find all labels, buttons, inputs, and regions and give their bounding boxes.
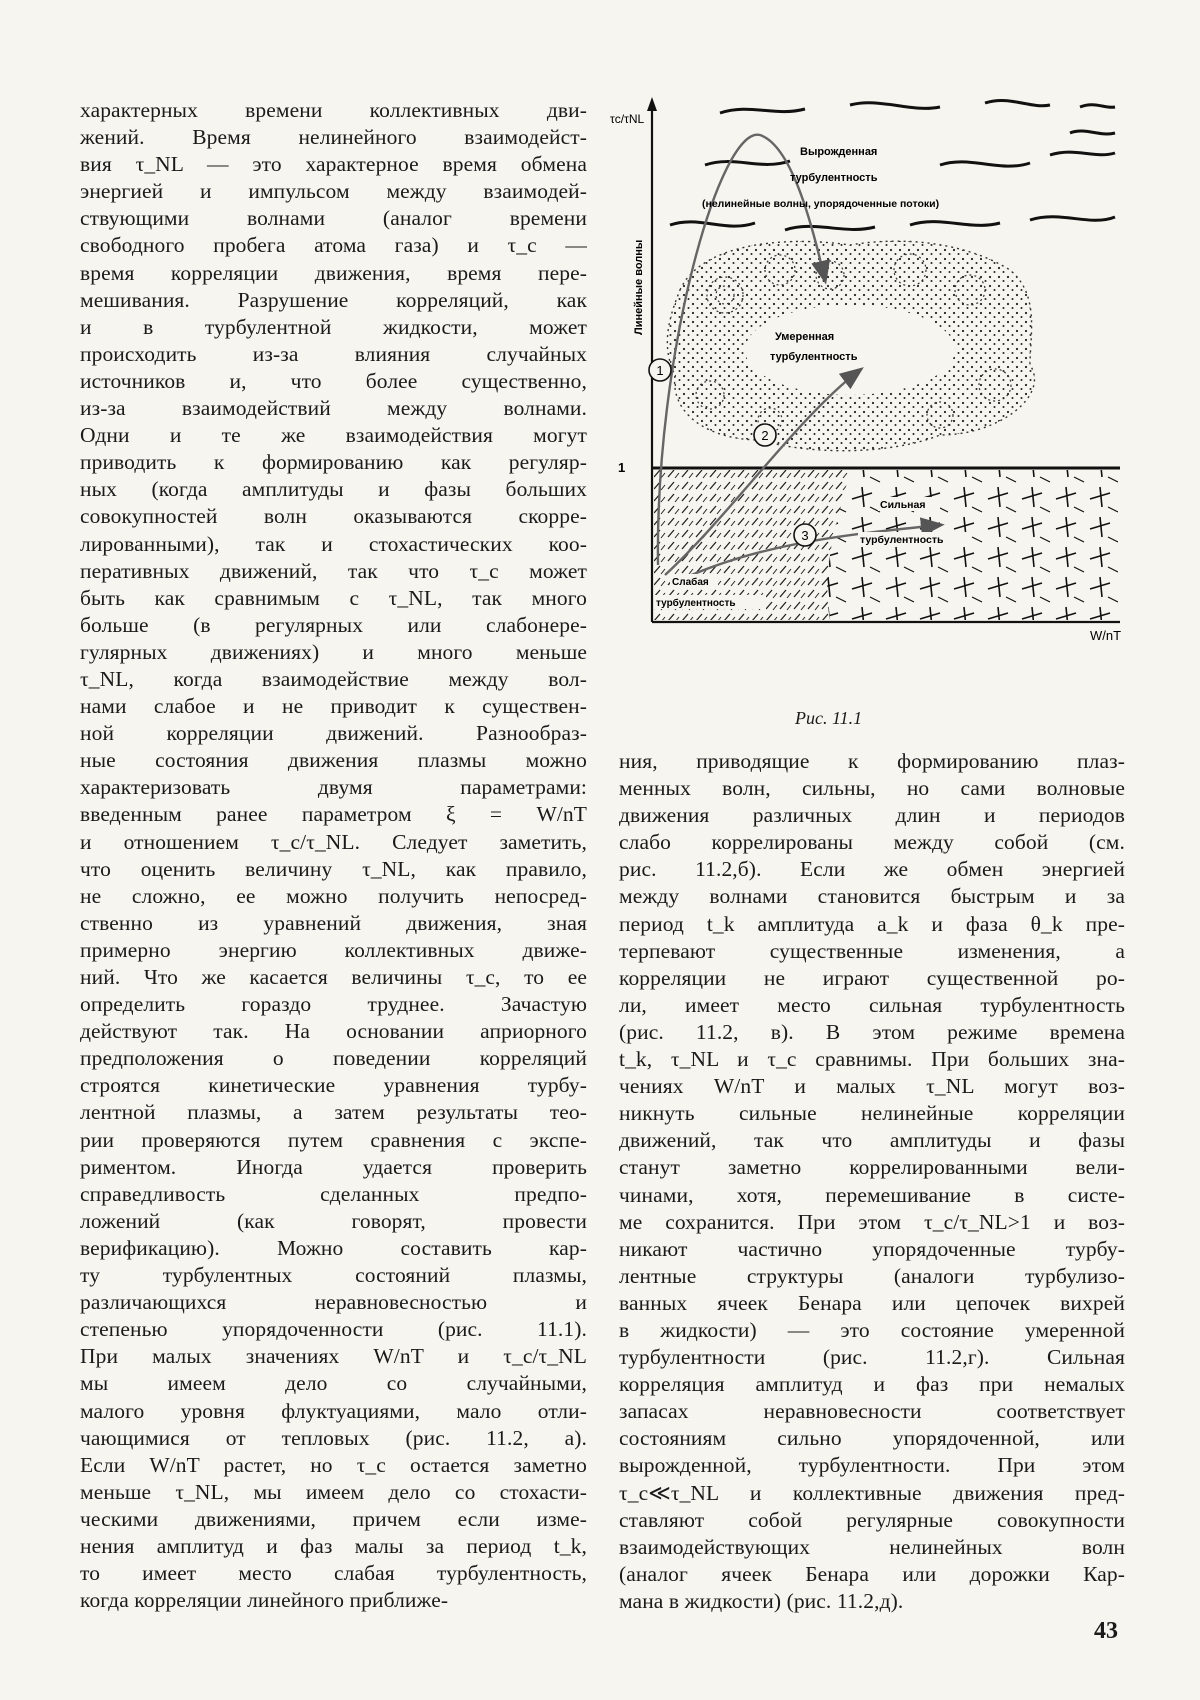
text-line: когда корреляции линейного приближе-	[80, 1588, 449, 1613]
text-line: верификацию). Можно составить кар-	[80, 1235, 587, 1260]
text-line: справедливость сделанных предпо-	[80, 1181, 587, 1206]
text-line: ту турбулентных состояний плазмы,	[80, 1263, 587, 1288]
text-line: станут заметно коррелированными вели-	[619, 1155, 1125, 1180]
text-line: состояниям сильно упорядоченной, или	[619, 1426, 1125, 1451]
text-line: строятся кинетические уравнения турбу-	[80, 1073, 587, 1098]
text-line: источников и, что более существенно,	[80, 368, 587, 393]
y-axis-label: τc/τNL	[610, 112, 645, 126]
text-line: характерных времени коллективных дви-	[80, 98, 587, 122]
text-line: предположения о поведении корреляций	[80, 1046, 587, 1071]
text-line: период t_k амплитуда a_k и фаза θ_k пре-	[619, 911, 1125, 936]
text-line: вия τ_NL — это характерное время обмена	[80, 152, 587, 177]
text-line: определить гораздо труднее. Зачастую	[80, 992, 587, 1017]
strong-label-1: Сильная	[880, 499, 926, 511]
text-line: лентной плазмы, а затем результаты тео-	[80, 1100, 587, 1125]
text-line: ствующими волнами (аналог времени	[80, 206, 587, 231]
text-line: ной корреляции движений. Разнообраз-	[80, 721, 587, 746]
text-line: действуют так. На основании априорного	[80, 1019, 587, 1044]
page-number: 43	[1094, 1618, 1118, 1644]
text-line: свободного пробега атома газа) и τ_c —	[80, 233, 587, 258]
text-line: не сложно, ее можно получить непосред-	[80, 883, 587, 908]
text-line: ческими движениями, причем если изме-	[80, 1506, 587, 1531]
text-line: совокупностей волн оказываются скорре-	[80, 504, 587, 529]
text-line: энергией и импульсом между взаимодей-	[80, 179, 587, 204]
text-line: вырожденной, турбулентности. При этом	[619, 1453, 1125, 1478]
linear-waves-label: Линейные волны	[633, 239, 645, 335]
text-line: в жидкости) — это состояние умеренной	[619, 1317, 1125, 1342]
degenerate-label-1: Вырожденная	[800, 146, 878, 158]
text-line: никнуть сильные нелинейные корреляции	[619, 1101, 1125, 1126]
text-line: нами слабое и не приводит к существен-	[80, 694, 587, 719]
degenerate-waves	[670, 100, 1115, 230]
text-line: ставляют собой регулярные совокупности	[619, 1507, 1125, 1532]
weak-label-2: турбулентность	[656, 598, 736, 609]
text-line: рис. 11.2,б). Если же обмен энергией	[619, 857, 1125, 882]
text-line: приводить к формированию как регуляр-	[80, 450, 587, 475]
text-line: слабо коррелированы между собой (см.	[619, 830, 1125, 855]
text-line: нения амплитуд и фаз малы за период t_k,	[80, 1533, 587, 1558]
text-line: ложений (как говорят, провести	[80, 1208, 587, 1233]
text-line: чениях W/nT и малых τ_NL могут воз-	[619, 1074, 1125, 1099]
text-line: ных (когда амплитуды и фазы больших	[80, 477, 587, 502]
text-line: τ_c≪τ_NL и коллективные движения пред-	[619, 1480, 1125, 1505]
text-line: и отношением τ_c/τ_NL. Следует заметить,	[80, 829, 587, 854]
text-line: запасах неравновесности соответствует	[619, 1399, 1125, 1424]
text-line: время корреляции движения, время пере-	[80, 260, 587, 285]
text-line: малого уровня флуктуациями, мало отли-	[80, 1398, 587, 1423]
svg-text:3: 3	[801, 528, 809, 543]
moderate-label-2: турбулентность	[770, 351, 858, 363]
text-line: чающимися от тепловых (рис. 11.2, а).	[80, 1425, 587, 1450]
svg-text:2: 2	[761, 428, 769, 443]
y-axis-arrow	[647, 97, 657, 111]
text-line: мана в жидкости) (рис. 11.2,д).	[619, 1588, 904, 1613]
text-line: мы имеем дело со случайными,	[80, 1371, 587, 1396]
text-line: При малых значениях W/nT и τ_c/τ_NL	[80, 1344, 587, 1369]
text-line: и в турбулентной жидкости, может	[80, 314, 587, 339]
degenerate-label-3: (нелинейные волны, упорядоченные потоки)	[702, 198, 940, 210]
text-line: примерно энергию коллективных движе-	[80, 937, 587, 962]
text-line: ли, имеет место сильная турбулентность	[619, 992, 1125, 1017]
text-line: лированными), так и стохастических коо-	[80, 531, 587, 556]
text-line: мешивания. Разрушение корреляций, как	[80, 287, 587, 312]
text-line: корреляция амплитуд и фаз при немалых	[619, 1372, 1125, 1397]
text-line: взаимодействующих нелинейных волн	[619, 1534, 1125, 1559]
text-line: никают частично упорядоченные турбу-	[619, 1236, 1125, 1261]
text-line: происходить из-за влияния случайных	[80, 341, 587, 366]
text-line: риментом. Иногда удается проверить	[80, 1154, 587, 1179]
text-line: жений. Время нелинейного взаимодейст-	[80, 125, 587, 150]
text-line: ственно из уравнений движения, зная	[80, 910, 587, 935]
text-line: (рис. 11.2, в). В этом режиме времена	[619, 1019, 1125, 1044]
turbulence-map-svg	[610, 95, 1130, 695]
turbulence-map-figure	[610, 95, 1130, 695]
degenerate-label-2: турбулентность	[790, 172, 878, 184]
text-line: (аналог ячеек Бенара или дорожки Кар-	[619, 1561, 1125, 1586]
text-line: перативных движений, так что τ_c может	[80, 558, 587, 583]
text-line: быть как сравнимым с τ_NL, так много	[80, 585, 587, 610]
left-text-column	[80, 97, 587, 1614]
text-line: τ_NL, когда взаимодействие между вол-	[80, 666, 587, 691]
text-line: рии проверяются путем сравнения с экспе-	[80, 1127, 587, 1152]
x-axis-label: W/nT	[1090, 628, 1122, 643]
text-line: степенью упорядоченности (рис. 11.1).	[80, 1317, 587, 1342]
text-line: характеризовать двумя параметрами:	[80, 775, 587, 800]
text-line: между волнами становится быстрым и за	[619, 884, 1125, 909]
text-line: из-за взаимодействий между волнами.	[80, 396, 587, 421]
text-line: меньше τ_NL, мы имеем дело со стохасти-	[80, 1479, 587, 1504]
moderate-label-1: Умеренная	[775, 331, 835, 343]
text-line: Если W/nT растет, но τ_c остается заметно	[80, 1452, 587, 1477]
text-line: ний. Что же касается величины τ_c, то ее	[80, 965, 587, 989]
figure-caption: Рис. 11.1	[795, 708, 863, 728]
text-line: движения различных длин и периодов	[619, 803, 1125, 828]
text-line: Одни и те же взаимодействия могут	[80, 423, 587, 448]
right-text-column	[619, 748, 1125, 1615]
marker-1	[649, 359, 671, 381]
text-line: то имеет место слабая турбулентность,	[80, 1561, 587, 1586]
marker-2	[754, 424, 776, 446]
marker-3	[794, 524, 816, 546]
strong-label-2: турбулентность	[860, 534, 944, 546]
text-line: различающихся неравновесностью и	[80, 1290, 587, 1315]
text-line: менных волн, сильны, но сами волновые	[619, 776, 1125, 801]
text-line: лентные структуры (аналоги турбулизо-	[619, 1263, 1125, 1288]
text-line: введенным ранее параметром ξ = W/nT	[80, 802, 587, 827]
text-line: чинами, хотя, перемешивание в систе-	[619, 1182, 1125, 1207]
text-line: ванных ячеек Бенара или цепочек вихрей	[619, 1290, 1125, 1315]
text-line: ния, приводящие к формированию плаз-	[619, 749, 1125, 773]
text-line: t_k, τ_NL и τ_c сравнимы. При больших зна-	[619, 1047, 1125, 1072]
y-tick-one: 1	[618, 460, 626, 475]
text-line: ме сохранится. При этом τ_c/τ_NL>1 и воз-	[619, 1209, 1125, 1234]
text-line: гулярных движениях) и много меньше	[80, 639, 587, 664]
weak-label-1: Слабая	[672, 577, 709, 588]
text-line: корреляции не играют существенной ро-	[619, 965, 1125, 990]
text-line: турбулентности (рис. 11.2,г). Сильная	[619, 1345, 1125, 1370]
moderate-label-area	[745, 305, 955, 395]
text-line: что оценить величину τ_NL, как правило,	[80, 856, 587, 881]
text-line: больше (в регулярных или слабонере-	[80, 612, 587, 637]
text-line: терпевают существенные изменения, а	[619, 938, 1125, 963]
svg-text:1: 1	[656, 363, 664, 378]
text-line: движений, так что амплитуды и фазы	[619, 1128, 1125, 1153]
text-line: ные состояния движения плазмы можно	[80, 748, 587, 773]
